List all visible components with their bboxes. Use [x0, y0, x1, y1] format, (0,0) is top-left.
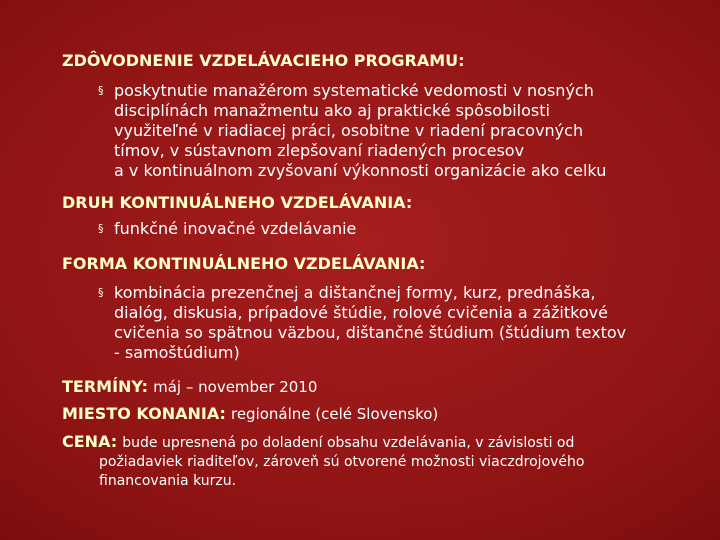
heading-form: FORMA KONTINUÁLNEHO VZDELÁVANIA:	[62, 254, 426, 273]
price-value: bude upresnená po doladení obsahu vzdelávania, v závislosti od	[122, 435, 575, 451]
price-row	[62, 432, 574, 453]
price-continuation: požiadaviek riaditeľov, zároveň sú otvorené možnosti viaczdrojového financovania kurzu.	[99, 454, 585, 489]
price-label: CENA:	[62, 432, 118, 451]
terms-value: máj – november 2010	[153, 378, 318, 396]
bullet-marker-icon: §	[98, 84, 104, 97]
heading-reason: ZDÔVODNENIE VZDELÁVACIEHO PROGRAMU:	[62, 51, 465, 70]
bullet-form-text: kombinácia prezenčnej a dištančnej formy, kurz, prednáška, dialóg, diskusia, prípadové štúdie, rolové cvičenia a zážitkové cvičenia so spätnou väzbou, dištančné štúdium (štúdium textov - samoštúdium)	[114, 283, 627, 362]
bullet-reason-text: poskytnutie manažérom systematické vedomosti v nosných disciplínách manažmentu ako aj praktické spôsobilosti využiteľné v riadiacej práci, osobitne v riadení pracovných tímov, v sústavnom zlepšovaní riadených procesov a v kontinuálnom zvyšovaní výkonnosti organizácie ako celku	[114, 81, 607, 180]
venue-row	[62, 404, 438, 424]
bullet-marker-icon: §	[98, 286, 104, 299]
bullet-marker-icon: §	[98, 222, 104, 235]
venue-value: regionálne (celé Slovensko)	[230, 405, 439, 423]
terms-row	[62, 377, 317, 397]
venue-label: MIESTO KONANIA:	[62, 404, 226, 423]
bullet-type-text: funkčné inovačné vzdelávanie	[114, 219, 357, 238]
terms-label: TERMÍNY:	[62, 377, 149, 396]
heading-type: DRUH KONTINUÁLNEHO VZDELÁVANIA:	[62, 193, 413, 212]
